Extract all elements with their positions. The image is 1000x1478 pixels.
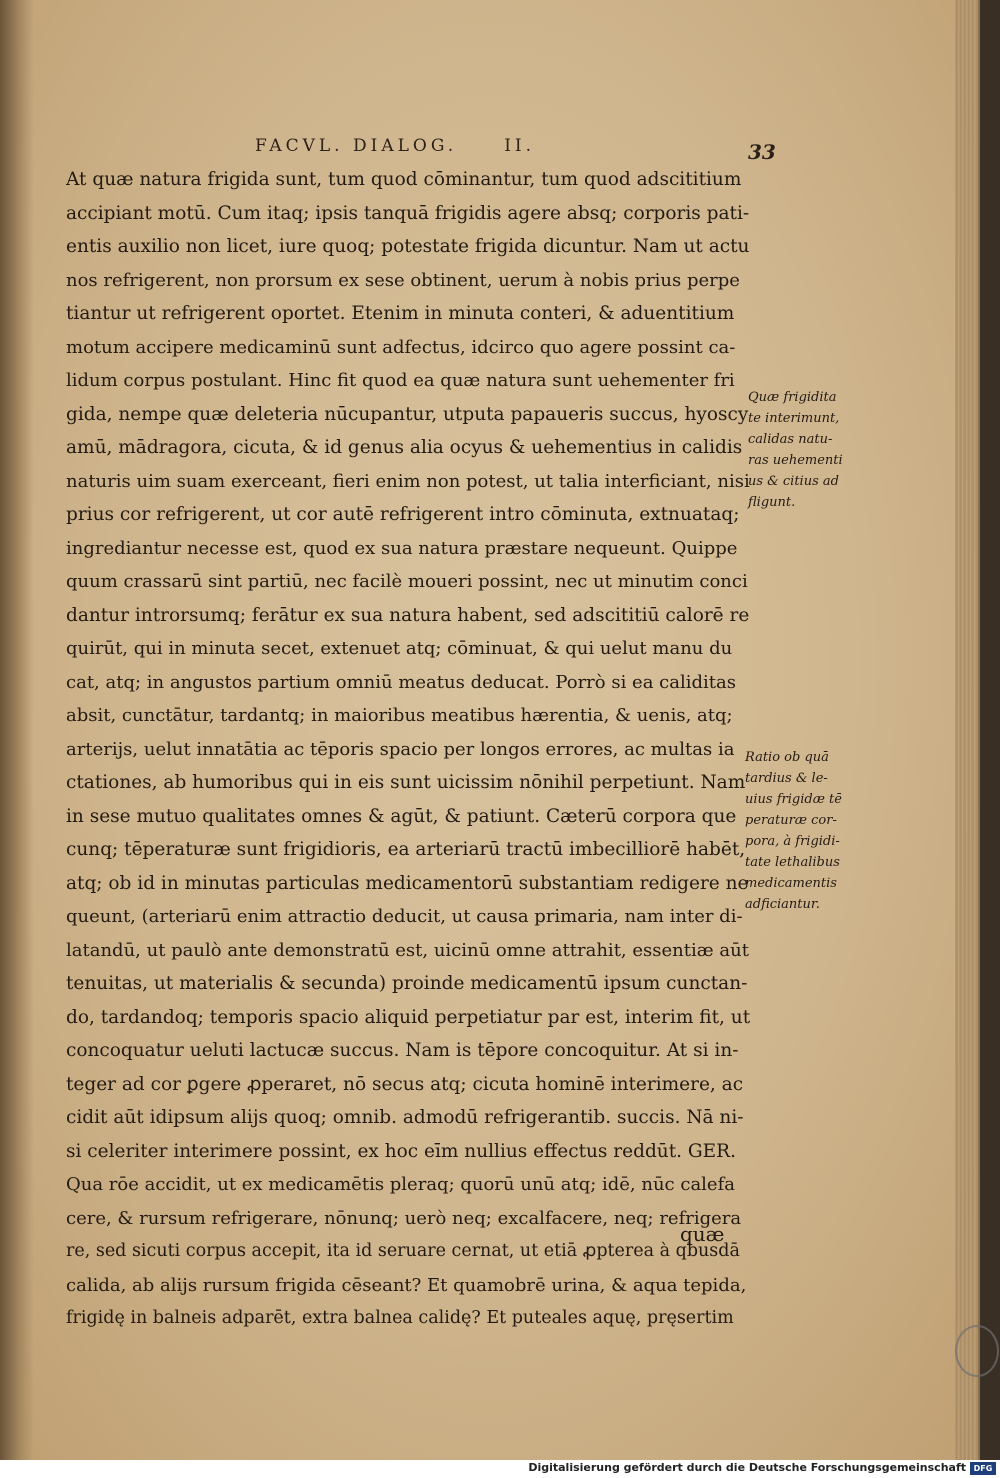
text-line: ingrediantur necesse est, quod ex sua natura præstare nequeunt. Quippe	[66, 537, 738, 559]
text-line: arterijs, uelut innatātia ac tēporis spacio per longos errores, ac multas ia	[66, 738, 735, 760]
text-line: At quæ natura frigida sunt, tum quod cōminantur, tum quod adscititium	[66, 169, 742, 190]
text-line: naturis uim suam exerceant, fieri enim non potest, ut talia interficiant, nisi	[66, 470, 750, 492]
text-line: queunt, (arteriarū enim attractio deducit, ut causa primaria, nam inter di-	[66, 906, 743, 927]
text-line: absit, cunctātur, tardantq; in maioribus meatibus hærentia, & uenis, atq;	[66, 705, 733, 726]
text-line: cere, & rursum refrigerare, nōnunq; uerò neq; excalfacere, neq; refrigera	[66, 1207, 742, 1229]
text-line: tiantur ut refrigerent oportet. Etenim in minuta conteri, & aduentitium	[66, 303, 735, 324]
text-line: si celeriter interimere possint, ex hoc eīm nullius effectus reddūt. GER.	[66, 1140, 736, 1162]
marginal-line: medicamentis	[745, 876, 837, 891]
text-line: gida, nempe quæ deleteria nūcupantur, utputa papaueris succus, hyoscy	[66, 403, 749, 425]
text-line: quirūt, qui in minuta secet, extenuet atq; cōminuat, & qui uelut manu du	[66, 638, 733, 659]
page-gutter-shadow	[0, 0, 34, 1460]
text-line: cidit aūt idipsum alijs quoq; omnib. admodū refrigerantib. succis. Nā ni-	[66, 1107, 744, 1128]
text-line: motum accipere medicaminū sunt adfectus, idcirco quo agere possint ca-	[66, 336, 736, 358]
marginal-line: pora, à frigidi-	[745, 834, 840, 849]
running-head: FACVL. DIALOG. II.	[255, 136, 536, 156]
text-line: nos refrigerent, non prorsum ex sese obtinent, uerum à nobis prius perpe	[66, 269, 740, 291]
marginal-line: Quæ frigidita	[748, 390, 837, 405]
text-line: ctationes, ab humoribus qui in eis sunt uicissim nōnihil perpetiunt. Nam	[66, 772, 746, 793]
text-line: quum crassarū sint partiū, nec facilè moueri possint, nec ut minutim conci	[66, 571, 748, 592]
marginal-line: calidas natu-	[748, 432, 833, 447]
page-edge-stack	[955, 0, 978, 1460]
marginal-note-2	[745, 747, 863, 915]
text-line: cat, atq; in angustos partium omniū meatus deducat. Porrò si ea caliditas	[66, 671, 736, 693]
text-line: atq; ob id in minutas particulas medicamentorū substantiam redigere ne	[66, 872, 749, 894]
marginal-line: uius frigidæ tē	[745, 792, 842, 807]
digitization-footer	[0, 1460, 1000, 1478]
text-line: frigidę in balneis adparēt, extra balnea calidę? Et puteales aquę, pręsertim	[66, 1308, 734, 1328]
text-line: re, sed sicuti corpus accepit, ita id seruare cernat, ut etiā ꝓpterea à qbusdā	[66, 1241, 740, 1261]
main-text-block	[66, 163, 750, 1336]
text-line: teger ad cor ꝑgere ꝓperaret, nō secus atq; cicuta hominē interimere, ac	[66, 1073, 744, 1095]
text-line: latandū, ut paulò ante demonstratū est, uicinū omne attrahit, essentiæ aūt	[66, 939, 749, 961]
marginal-line: ras uehementi	[748, 453, 843, 468]
marginal-line: tate lethalibus	[745, 855, 840, 870]
text-line: tenuitas, ut materialis & secunda) proinde medicamentū ipsum cunctan-	[66, 973, 748, 994]
binding-ring-mark	[955, 1325, 999, 1377]
text-line: accipiant motū. Cum itaq; ipsis tanquā frigidis agere absq; corporis pati-	[66, 202, 750, 224]
text-line: calida, ab alijs rursum frigida cēseant? Et quamobrē urina, & aqua tepida,	[66, 1274, 747, 1296]
catchword: quæ	[680, 1222, 725, 1246]
funding-credit: Digitalisierung gefördert durch die Deutsche Forschungsgemeinschaft	[528, 1461, 966, 1474]
text-line: do, tardandoq; temporis spacio aliquid perpetiatur par est, interim fit, ut	[66, 1006, 750, 1028]
text-line: in sese mutuo qualitates omnes & agūt, & patiunt. Cæterū corpora que	[66, 805, 737, 827]
marginal-line: adficiantur.	[745, 897, 820, 912]
marginal-line: tardius & le-	[745, 771, 828, 786]
text-line: cunq; tēperaturæ sunt frigidioris, ea arteriarū tractū imbecilliorē habēt,	[66, 839, 746, 860]
text-line: amū, mādragora, cicuta, & id genus alia ocyus & uehementius in calidis	[66, 437, 743, 458]
marginal-line: Ratio ob quā	[745, 750, 829, 765]
marginal-line: us & citius ad	[748, 474, 839, 489]
marginal-line: te interimunt,	[748, 411, 840, 426]
text-line: entis auxilio non licet, iure quoq; potestate frigida dicuntur. Nam ut actu	[66, 236, 750, 257]
text-line: prius cor refrigerent, ut cor autē refrigerent intro cōminuta, extnuataq;	[66, 504, 740, 525]
marginal-note-1	[748, 387, 866, 513]
dfg-logo: DFG	[970, 1462, 996, 1475]
text-line: lidum corpus postulant. Hinc fit quod ea quæ natura sunt uehementer fri	[66, 370, 735, 391]
text-line: dantur introrsumq; ferātur ex sua natura habent, sed adscititiū calorē re	[66, 604, 750, 626]
text-line: concoquatur ueluti lactucæ succus. Nam is tēpore concoquitur. At si in-	[66, 1040, 739, 1061]
text-line: Qua rōe accidit, ut ex medicamētis pleraq; quorū unū atq; idē, nūc calefa	[66, 1174, 735, 1195]
marginal-line: peraturæ cor-	[745, 813, 837, 828]
marginal-line: fligunt.	[748, 495, 796, 510]
folio-number: 33	[748, 140, 776, 164]
